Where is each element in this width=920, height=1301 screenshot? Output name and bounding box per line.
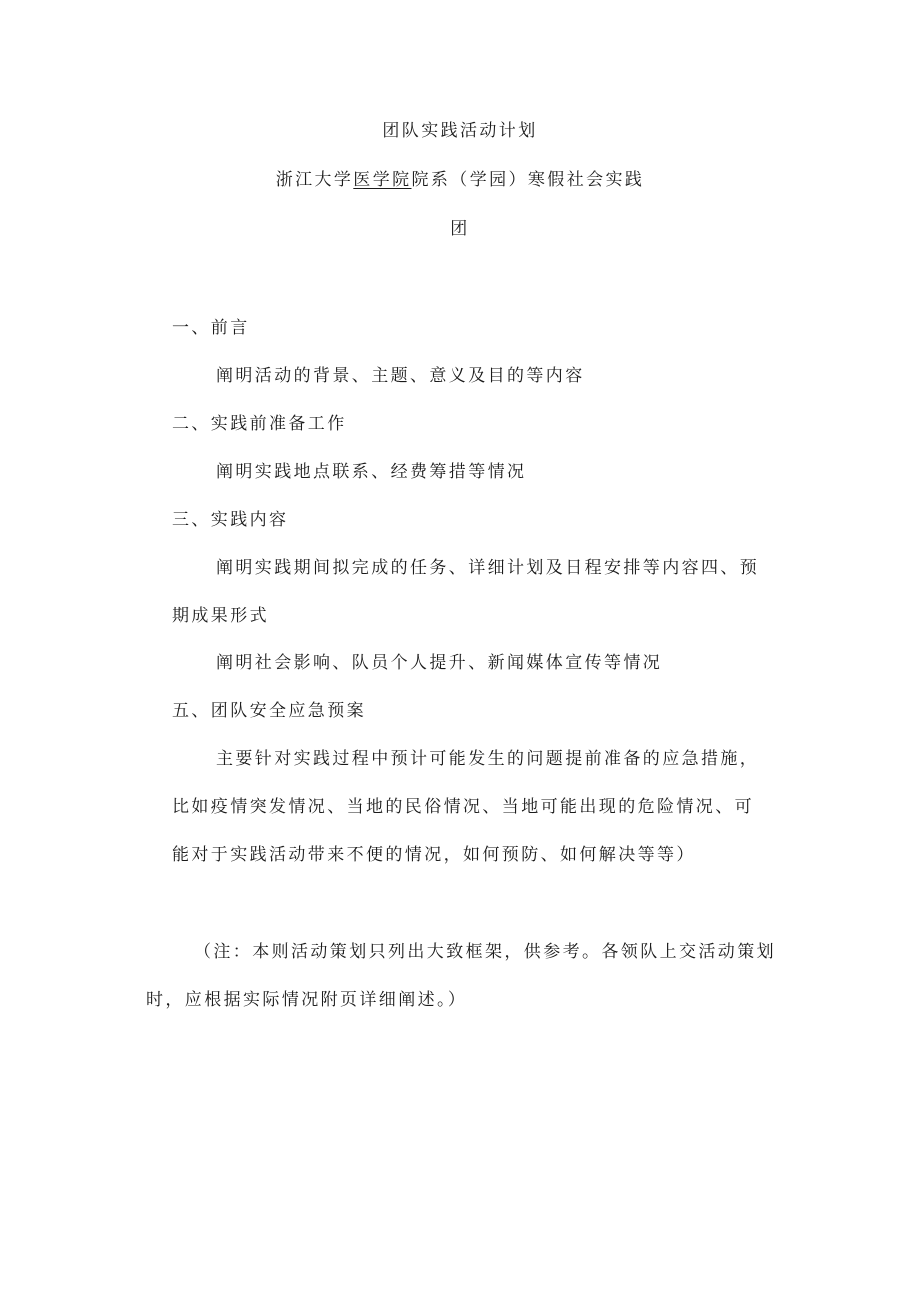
document-title: 团队实践活动计划 bbox=[382, 121, 538, 141]
section-body-safety-line2: 比如疫情突发情况、当地的民俗情况、当地可能出现的危险情况、可 bbox=[172, 797, 754, 817]
section-heading-preface: 一、前言 bbox=[172, 318, 250, 338]
section-heading-safety: 五、团队安全应急预案 bbox=[172, 701, 366, 721]
subtitle-prefix: 浙江大学 bbox=[275, 170, 354, 190]
section-heading-preparation: 二、实践前准备工作 bbox=[172, 414, 347, 434]
section-body-results: 阐明社会影响、队员个人提升、新闻媒体宣传等情况 bbox=[216, 653, 663, 673]
section-body-content-line1: 阐明实践期间拟完成的任务、详细计划及日程安排等内容四、预 bbox=[216, 558, 760, 578]
document-subtitle bbox=[0, 168, 920, 192]
section-heading-content: 三、实践内容 bbox=[172, 510, 289, 530]
subtitle-underlined-college: 医学院 bbox=[353, 170, 412, 190]
note-line1: （注：本则活动策划只列出大致框架，供参考。各领队上交活动策划 bbox=[194, 942, 776, 962]
section-body-preparation: 阐明实践地点联系、经费筹措等情况 bbox=[216, 462, 527, 482]
section-body-content-line2: 期成果形式 bbox=[172, 606, 269, 626]
section-body-safety-line3: 能对于实践活动带来不便的情况，如何预防、如何解决等等） bbox=[172, 845, 696, 865]
subtitle-continuation: 团 bbox=[450, 219, 470, 239]
section-body-safety-line1: 主要针对实践过程中预计可能发生的问题提前准备的应急措施， bbox=[216, 749, 760, 769]
section-body-preface: 阐明活动的背景、主题、意义及目的等内容 bbox=[216, 366, 585, 386]
note-line2: 时，应根据实际情况附页详细阐述。） bbox=[146, 990, 468, 1010]
subtitle-suffix: 院系（学园）寒假社会实践 bbox=[411, 170, 645, 190]
